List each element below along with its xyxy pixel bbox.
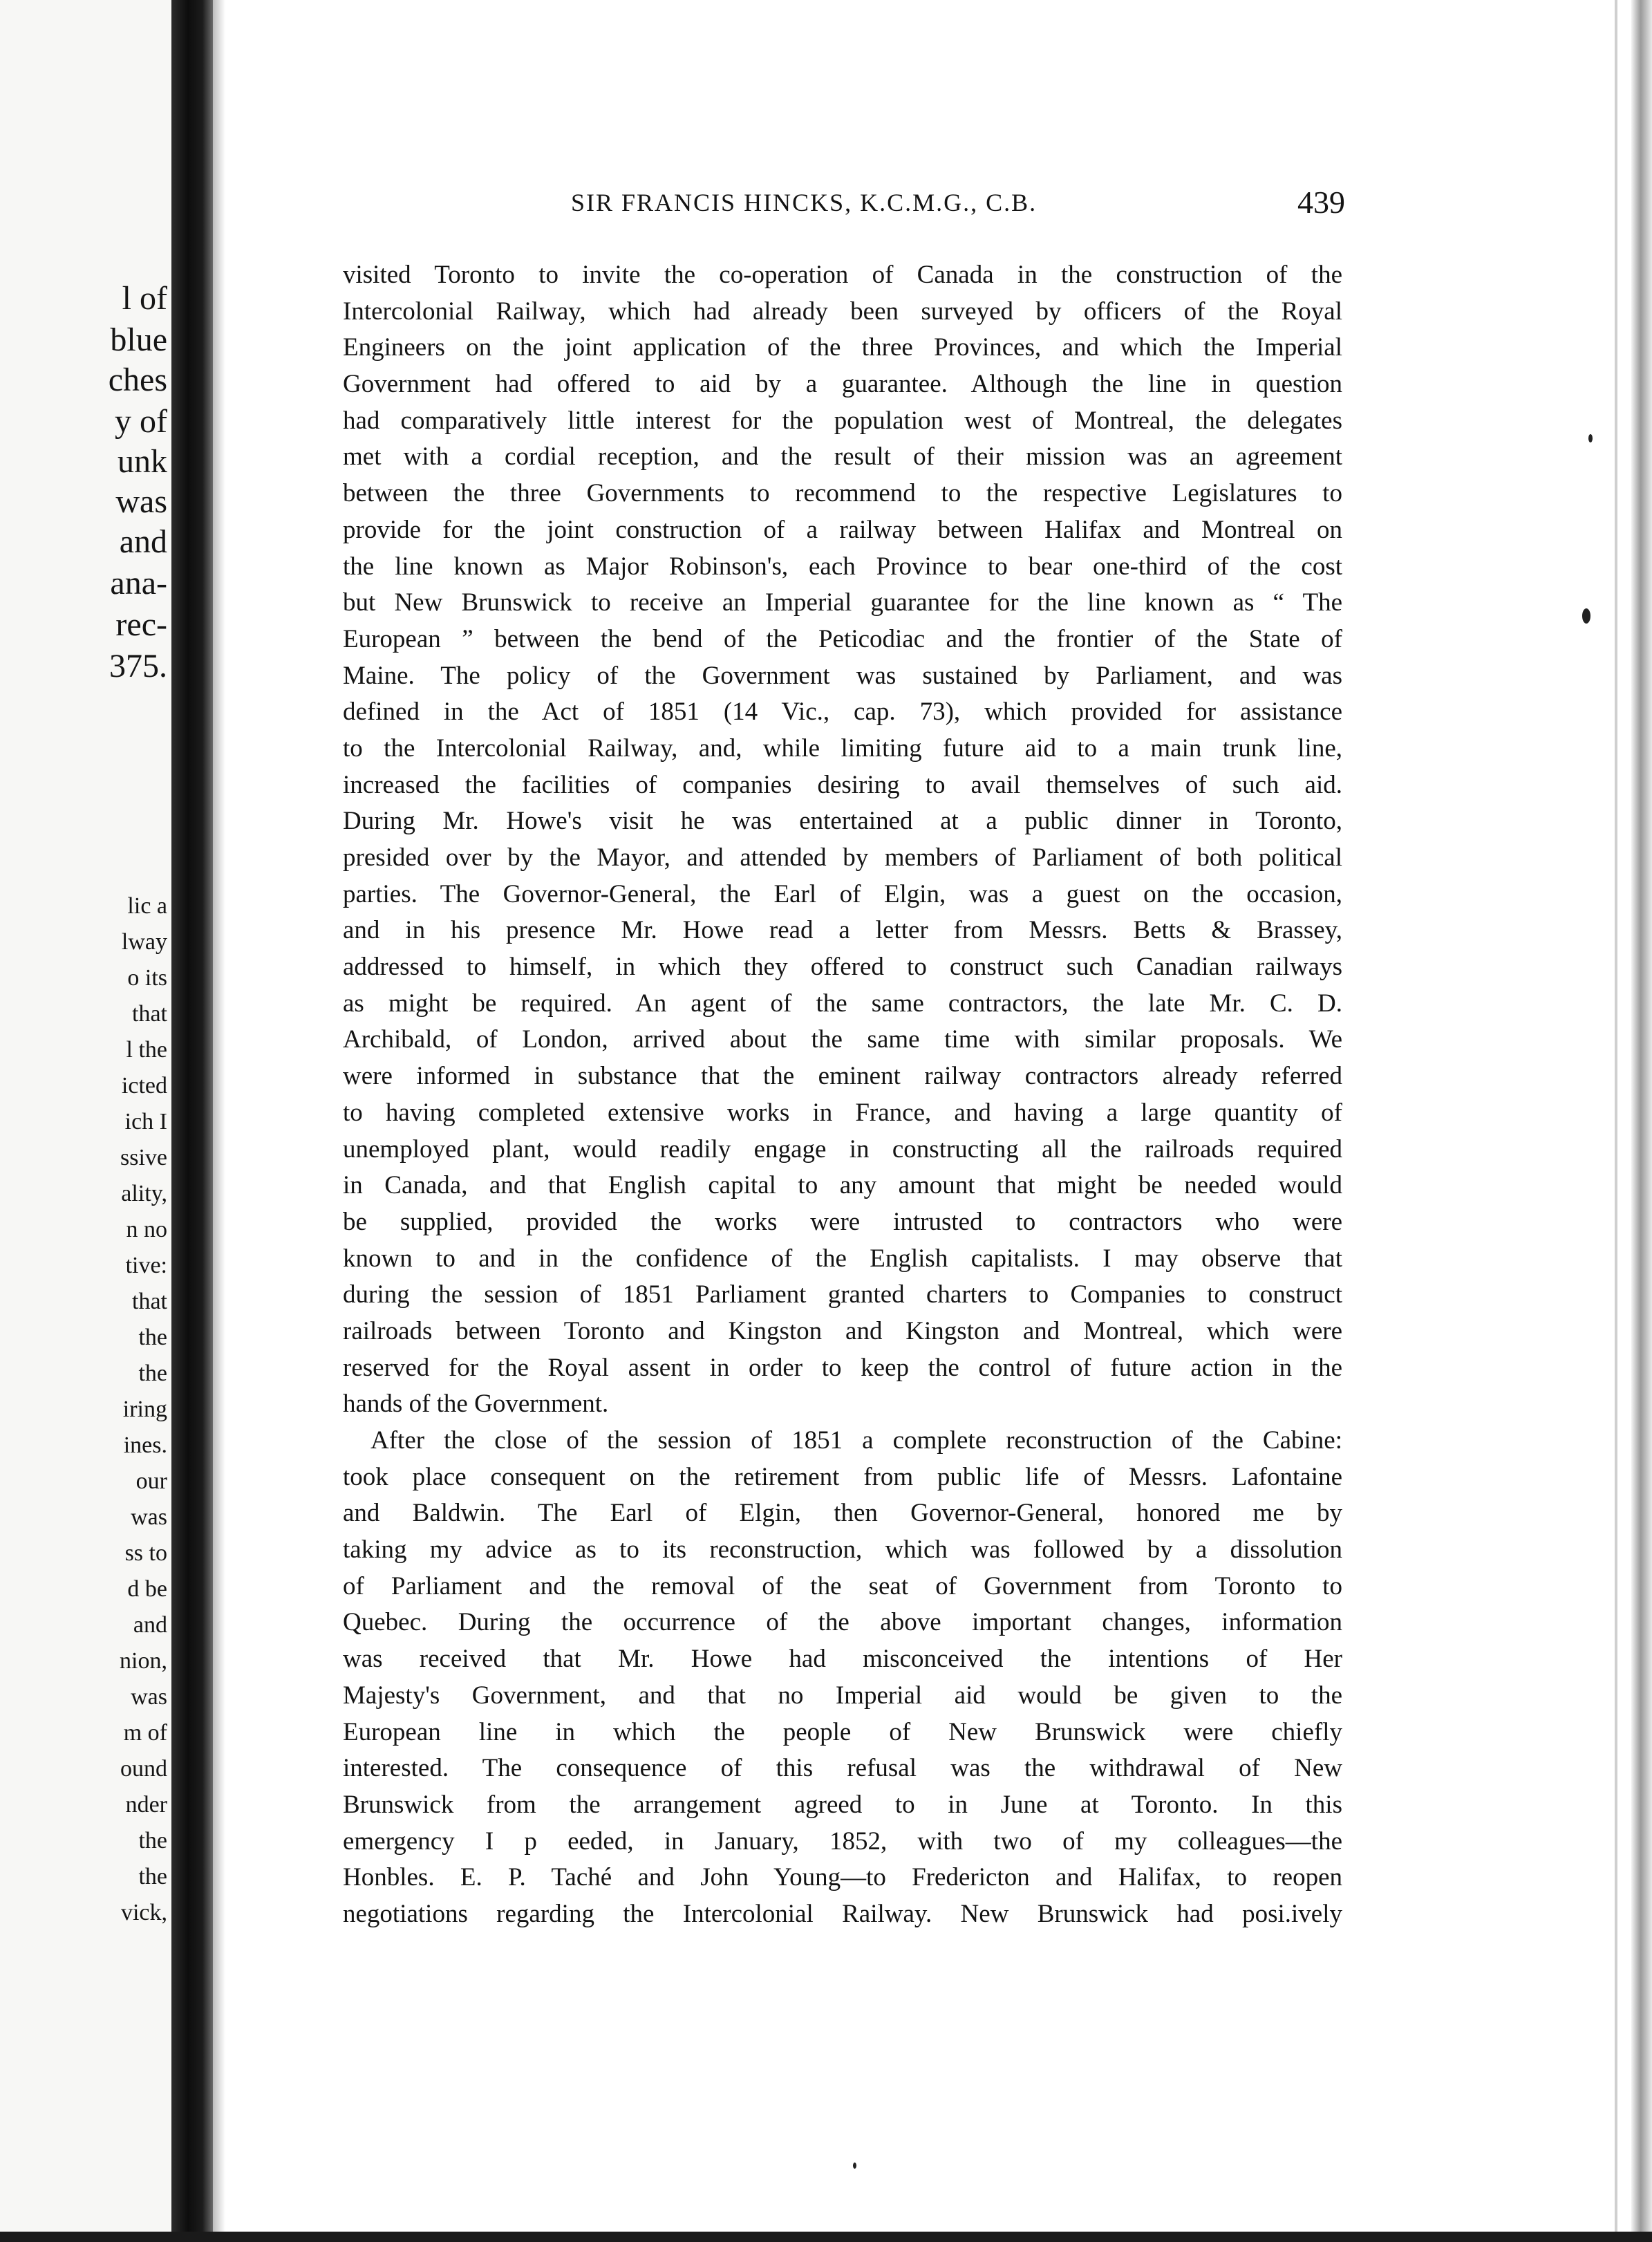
scan-speck (1582, 608, 1590, 624)
facing-page-fragment: l of (122, 280, 167, 317)
facing-page-fragment: unk (118, 443, 167, 480)
text-line: in Canada, and that English capital to any amount that might be needed would (343, 1171, 1342, 1200)
text-line: Government had offered to aid by a guarantee. Although the line in question (343, 370, 1342, 399)
text-line: visited Toronto to invite the co-operation of Canada in the construction of the (343, 261, 1342, 289)
facing-page-fragment: our (135, 1468, 167, 1494)
text-line: After the close of the session of 1851 a complete reconstruction of the Cabine: (370, 1426, 1342, 1455)
facing-page-fragment: ches (108, 362, 167, 398)
text-line: to having completed extensive works in France, and having a large quantity of (343, 1098, 1342, 1127)
facing-page-fragment: ssive (120, 1145, 167, 1170)
text-line: emergency I p eeded, in January, 1852, with two of my colleagues—the (343, 1827, 1342, 1856)
text-line: negotiations regarding the Intercolonial Railway. New Brunswick had posi.ively (343, 1899, 1342, 1928)
facing-page-fragment: that (132, 1001, 167, 1027)
text-line: took place consequent on the retirement from public life of Messrs. Lafontaine (343, 1462, 1342, 1491)
text-line: addressed to himself, in which they offered to construct such Canadian railways (343, 953, 1342, 982)
text-line: Intercolonial Railway, which had already been surveyed by officers of the Royal (343, 297, 1342, 326)
page-edge-line (1615, 0, 1617, 2242)
text-line: defined in the Act of 1851 (14 Vic., cap. 73), which provided for assistance (343, 698, 1342, 727)
text-line: between the three Governments to recommend to the respective Legislatures to (343, 479, 1342, 508)
facing-page-fragment: tive: (125, 1253, 167, 1278)
facing-page-fragment: was (131, 1684, 167, 1710)
facing-page-fragment: rec- (115, 606, 167, 643)
facing-page-fragment: blue (110, 321, 167, 358)
book-gutter (171, 0, 213, 2242)
text-line: railroads between Toronto and Kingston and Kingston and Montreal, which were (343, 1316, 1342, 1345)
facing-page-fragment: d be (127, 1576, 167, 1602)
text-line: Majesty's Government, and that no Imperial aid would be given to the (343, 1681, 1342, 1710)
text-line: and in his presence Mr. Howe read a letter from Messrs. Betts & Brassey, (343, 916, 1342, 945)
scan-speck (853, 2162, 856, 2169)
text-line: Engineers on the joint application of the three Provinces, and which the Imperial (343, 333, 1342, 362)
text-line: be supplied, provided the works were intrusted to contractors who were (343, 1207, 1342, 1236)
facing-page-fragment: 375. (109, 648, 167, 684)
facing-page-fragment: nder (125, 1792, 167, 1818)
facing-page-fragment: ich I (124, 1109, 167, 1134)
scan-speck (1588, 434, 1593, 442)
text-line: Honbles. E. P. Taché and John Young—to Fredericton and Halifax, to reopen (343, 1863, 1342, 1892)
text-line: the line known as Major Robinson's, each Province to bear one-third of the cost (343, 552, 1342, 581)
facing-page-edge (0, 0, 174, 2242)
text-line: but New Brunswick to receive an Imperial guarantee for the line known as “ The (343, 588, 1342, 617)
facing-page-fragment: the (138, 1864, 167, 1889)
facing-page-fragment: the (138, 1828, 167, 1853)
facing-page-fragment: ines. (123, 1432, 167, 1458)
text-line: European line in which the people of New Brunswick were chiefly (343, 1717, 1342, 1746)
facing-page-fragment: ss to (124, 1540, 167, 1566)
text-line: Quebec. During the occurrence of the above important changes, information (343, 1608, 1342, 1637)
text-line: presided over by the Mayor, and attended by members of Parliament of both political (343, 843, 1342, 872)
text-line: Maine. The policy of the Government was sustained by Parliament, and was (343, 661, 1342, 690)
facing-page-fragment: was (131, 1504, 167, 1530)
bottom-scan-edge (0, 2232, 1652, 2242)
facing-page-fragment: ality, (121, 1181, 167, 1206)
right-page-edge (1631, 0, 1652, 2242)
gutter-shadow (213, 0, 225, 2242)
text-line: as might be required. An agent of the same contractors, the late Mr. C. D. (343, 989, 1342, 1018)
text-line: known to and in the confidence of the English capitalists. I may observe that (343, 1244, 1342, 1273)
facing-page-fragment: m of (123, 1720, 167, 1746)
facing-page-fragment: was (115, 483, 167, 520)
text-line: European ” between the bend of the Peticodiac and the frontier of the State of (343, 624, 1342, 653)
facing-page-fragment: vick, (120, 1900, 167, 1925)
facing-page-fragment: the (138, 1325, 167, 1350)
facing-page-fragment: lic a (127, 893, 167, 919)
facing-page-fragment: and (119, 523, 167, 560)
facing-page-fragment: that (132, 1289, 167, 1314)
facing-page-fragment: icted (121, 1073, 167, 1099)
text-line: During Mr. Howe's visit he was entertained at a public dinner in Toronto, (343, 807, 1342, 836)
text-line: interested. The consequence of this refusal was the withdrawal of New (343, 1754, 1342, 1783)
facing-page-fragment: and (133, 1612, 167, 1638)
text-line: reserved for the Royal assent in order to keep the control of future action in the (343, 1353, 1342, 1382)
facing-page-fragment: iring (122, 1396, 167, 1422)
facing-page-fragment: the (138, 1361, 167, 1386)
text-line: Brunswick from the arrangement agreed to in June at Toronto. In this (343, 1790, 1342, 1819)
facing-page-fragment: y of (115, 403, 167, 440)
text-line: of Parliament and the removal of the seat of Government from Toronto to (343, 1571, 1342, 1600)
facing-page-fragment: ound (120, 1756, 167, 1782)
running-head (343, 184, 1351, 225)
text-line: hands of the Government. (343, 1390, 609, 1419)
running-title: SIR FRANCIS HINCKS, K.C.M.G., C.B. (571, 189, 1038, 216)
facing-page-fragment: l the (126, 1037, 167, 1063)
body-text (343, 257, 1342, 1933)
text-line: provide for the joint construction of a railway between Halifax and Montreal on (343, 515, 1342, 544)
text-line: increased the facilities of companies desiring to avail themselves of such aid. (343, 770, 1342, 799)
text-line: was received that Mr. Howe had misconceived the intentions of Her (343, 1645, 1342, 1674)
facing-page-fragment: lway (121, 929, 167, 955)
text-line: and Baldwin. The Earl of Elgin, then Governor-General, honored me by (343, 1499, 1342, 1528)
page-number: 439 (1297, 185, 1345, 220)
text-line: unemployed plant, would readily engage in constructing all the railroads required (343, 1134, 1342, 1164)
text-line: parties. The Governor-General, the Earl of Elgin, was a guest on the occasion, (343, 879, 1342, 908)
text-line: Archibald, of London, arrived about the same time with similar proposals. We (343, 1025, 1342, 1054)
facing-page-fragment: o its (127, 965, 167, 991)
text-line: during the session of 1851 Parliament granted charters to Companies to construct (343, 1280, 1342, 1309)
facing-page-fragment: nion, (120, 1648, 167, 1674)
text-line: met with a cordial reception, and the result of their mission was an agreement (343, 442, 1342, 471)
text-line: had comparatively little interest for the population west of Montreal, the delegates (343, 406, 1342, 435)
text-line: taking my advice as to its reconstruction, which was followed by a dissolution (343, 1535, 1342, 1564)
text-line: to the Intercolonial Railway, and, while limiting future aid to a main trunk line, (343, 734, 1342, 763)
text-line: were informed in substance that the eminent railway contractors already referred (343, 1062, 1342, 1091)
facing-page-fragment: ana- (110, 565, 167, 601)
facing-page-fragment: n no (126, 1217, 167, 1242)
